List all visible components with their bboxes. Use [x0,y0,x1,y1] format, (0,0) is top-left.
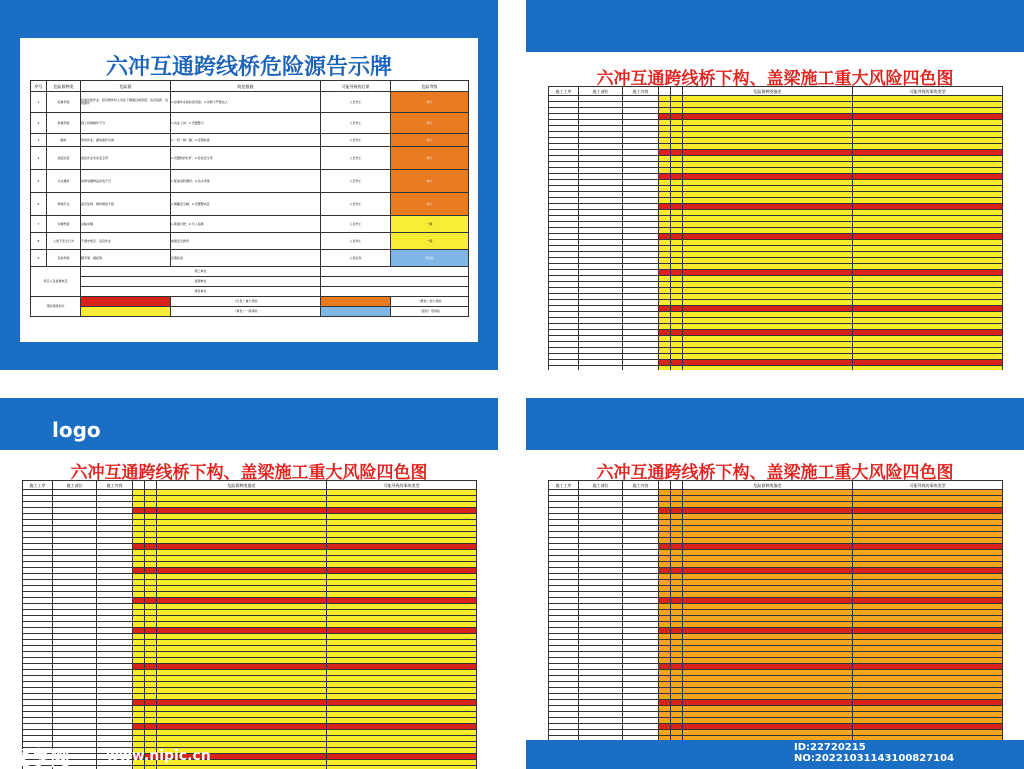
matrix-header [549,87,1003,96]
hazard-cell: 高处作业未系安全带 [81,147,171,170]
legend-text: （红色）重大风险 [171,297,321,307]
legend-text: （橙色）较大风险 [391,297,469,307]
hazard-cell: 人的不安全行为 [47,233,81,250]
responsibility-phone [321,277,469,287]
matrix-cell [623,736,659,741]
legend-swatch [321,307,391,317]
watermark-id: ID:22720215 NO:20221031143100827104 [794,742,955,764]
matrix-cell [683,366,853,371]
matrix-header-cell [671,87,683,96]
hazard-cell: 1.持证上岗；2.设置警示 [171,113,321,134]
matrix-header-cell [133,481,145,490]
matrix-header-cell: 施工工序 [549,481,579,490]
risk-level-cell: 一般 [391,216,469,233]
hazard-cell: 1.起重作业前检查设备；2.吊物下严禁站人 [171,92,321,113]
hazard-cell: 高空坠物、物料堆放不稳 [81,193,171,216]
hazard-cell: 人员伤亡 [321,92,391,113]
matrix-header-cell: 可能导致的事故类型 [327,481,477,490]
matrix-header-cell: 施工工序 [23,481,53,490]
hazard-cell: 5 [31,170,47,193]
matrix-row [23,766,477,769]
matrix-cell [671,366,683,371]
hazard-cell: 起重吊装作业：起吊物件时人员在下侧通过或停留；违章指挥、违规操作 [81,92,171,113]
hazard-cell: 加强安全教育 [171,233,321,250]
responsibility-unit: 监理单位 [81,277,321,287]
hazard-cell: 其他伤害 [47,250,81,267]
panel3-title: 六冲互通跨线桥下构、盖梁施工重大风险四色图 [70,463,428,483]
responsibility-unit: 建设单位 [81,287,321,297]
legend-row [31,307,469,317]
hazard-row [31,170,469,193]
hazard-cell: 火灾爆炸 [47,170,81,193]
hazard-cell: 机械伤害 [47,113,81,134]
hazard-cell: 人员轻伤 [321,250,391,267]
hazard-cell: 车辆伤害 [47,216,81,233]
matrix-cell [157,766,327,769]
hazard-row [31,92,469,113]
panel1-title: 六冲互通跨线桥危险源告示牌 [105,55,392,80]
matrix-cell [97,766,133,769]
hazard-cell: 1 [31,92,47,113]
hazard-row [31,216,469,233]
hazard-cell: 6 [31,193,47,216]
matrix-cell [659,366,671,371]
hazard-cell: 1.设置防护栏杆；2.系挂安全带 [171,147,321,170]
panel-four-color-map-1 [526,0,1024,370]
hazard-cell: 人员伤亡 [321,170,391,193]
risk-level-cell: 低风险 [391,250,469,267]
matrix-header-cell: 施工内容 [97,481,133,490]
matrix-row [549,366,1003,371]
matrix-cell [133,766,145,769]
legend-row [31,297,469,307]
risk-level-cell: 较大 [391,92,469,113]
legend-swatch [81,307,171,317]
hazard-cell: 起重伤害 [47,92,81,113]
matrix-header [549,481,1003,490]
risk-matrix-3 [548,480,1003,740]
map-paper-1 [526,52,1024,370]
hazard-cell: 定期检查 [171,250,321,267]
hazard-cell: 9 [31,250,47,267]
matrix-cell [327,766,477,769]
hazard-header-cell: 序号 [31,81,47,92]
matrix-cell [579,366,623,371]
hazard-table-header [31,81,469,92]
responsibility-phone [321,287,469,297]
responsibility-phone [321,267,469,277]
matrix-header-cell: 施工部位 [579,481,623,490]
risk-level-cell: 较大 [391,170,469,193]
logo: logo [52,418,101,442]
matrix-header-cell: 危险源种类描述 [683,87,853,96]
hazard-cell: 脚手架、模板等 [81,250,171,267]
notice-paper [20,38,478,342]
risk-matrix-2 [22,480,477,769]
hazard-row [31,193,469,216]
hazard-cell: 运输车辆 [81,216,171,233]
matrix-cell [853,366,1003,371]
matrix-header-cell [145,481,157,490]
hazard-cell: 1.一机一闸一漏；2.定期检查 [171,134,321,147]
matrix-cell [683,736,853,741]
hazard-cell: 人员伤亡 [321,193,391,216]
watermark-brand: 昵享网 [10,746,70,769]
hazard-header-cell: 危险等级 [391,81,469,92]
legend-text: （蓝色）低风险 [391,307,469,317]
hazard-cell: 不遵守规章、违章作业 [81,233,171,250]
matrix-cell [549,366,579,371]
matrix-header-cell [659,87,671,96]
risk-level-cell: 较大 [391,193,469,216]
risk-level-cell: 较大 [391,134,469,147]
matrix-cell [549,736,579,741]
hazard-cell: 1.佩戴安全帽；2.设置警戒区 [171,193,321,216]
matrix-header-cell: 可能导致的事故类型 [853,481,1003,490]
hazard-cell: 2 [31,113,47,134]
hazard-row [31,134,469,147]
map-paper-3 [526,450,1024,740]
matrix-header-cell: 施工内容 [623,481,659,490]
legend-swatch [81,297,171,307]
risk-level-cell: 一般 [391,233,469,250]
hazard-row [31,113,469,134]
hazard-row [31,250,469,267]
legend-label: 风险等级划分 [31,297,81,317]
hazard-cell: 1.配备消防器材；2.动火审批 [171,170,321,193]
matrix-cell [145,766,157,769]
responsibility-unit: 施工单位 [81,267,321,277]
hazard-cell: 1.限速行驶；2.专人指挥 [171,216,321,233]
risk-level-cell: 较大 [391,113,469,134]
matrix-header-cell [659,481,671,490]
matrix-header [23,481,477,490]
hazard-header-cell: 危险源 [81,81,171,92]
hazard-cell: 3 [31,134,47,147]
hazard-cell: 物体打击 [47,193,81,216]
hazard-header-cell: 可能导致的后果 [321,81,391,92]
matrix-header-cell: 施工部位 [53,481,97,490]
watermark-url: www.nipic.cn [106,748,211,764]
hazard-cell: 触电 [47,134,81,147]
hazard-header-cell: 危险源种类 [47,81,81,92]
responsibility-row [31,267,469,277]
hazard-cell: 人员伤亡 [321,134,391,147]
matrix-header-cell [671,481,683,490]
responsibility-row [31,277,469,287]
matrix-header-cell: 危险源种类描述 [683,481,853,490]
hazard-cell: 人员伤亡 [321,113,391,134]
hazard-cell: 易燃易爆物品存放不当 [81,170,171,193]
hazard-header-cell: 防范措施 [171,81,321,92]
hazard-cell: 8 [31,233,47,250]
matrix-header-cell: 施工工序 [549,87,579,96]
responsibility-label: 责任人及监督电话 [31,267,81,297]
matrix-header-cell: 可能导致的事故类型 [853,87,1003,96]
panel4-title: 六冲互通跨线桥下构、盖梁施工重大风险四色图 [596,463,954,483]
legend-text: （黄色）一般风险 [171,307,321,317]
matrix-cell [853,736,1003,741]
hazard-cell: 7 [31,216,47,233]
matrix-cell [659,736,671,741]
matrix-header-cell: 施工部位 [579,87,623,96]
hazard-row [31,147,469,170]
legend-swatch [321,297,391,307]
panel-four-color-map-2 [0,398,498,769]
matrix-cell [579,736,623,741]
hazard-table [30,80,469,317]
hazard-cell: 人员伤亡 [321,147,391,170]
panel-four-color-map-3 [526,398,1024,769]
panel-hazard-notice [0,0,498,370]
hazard-cell: 用电作业；漏电保护失效 [81,134,171,147]
matrix-cell [671,736,683,741]
matrix-header-cell: 危险源种类描述 [157,481,327,490]
hazard-cell: 4 [31,147,47,170]
risk-matrix-1 [548,86,1003,370]
hazard-cell: 人员伤亡 [321,216,391,233]
hazard-cell: 施工机械操作不当 [81,113,171,134]
hazard-row [31,233,469,250]
map-paper-2 [0,450,498,769]
responsibility-row [31,287,469,297]
hazard-cell: 人员伤亡 [321,233,391,250]
panel2-title: 六冲互通跨线桥下构、盖梁施工重大风险四色图 [596,69,954,89]
hazard-cell: 高处坠落 [47,147,81,170]
matrix-cell [623,366,659,371]
matrix-header-cell: 施工内容 [623,87,659,96]
matrix-row [549,736,1003,741]
risk-level-cell: 较大 [391,147,469,170]
